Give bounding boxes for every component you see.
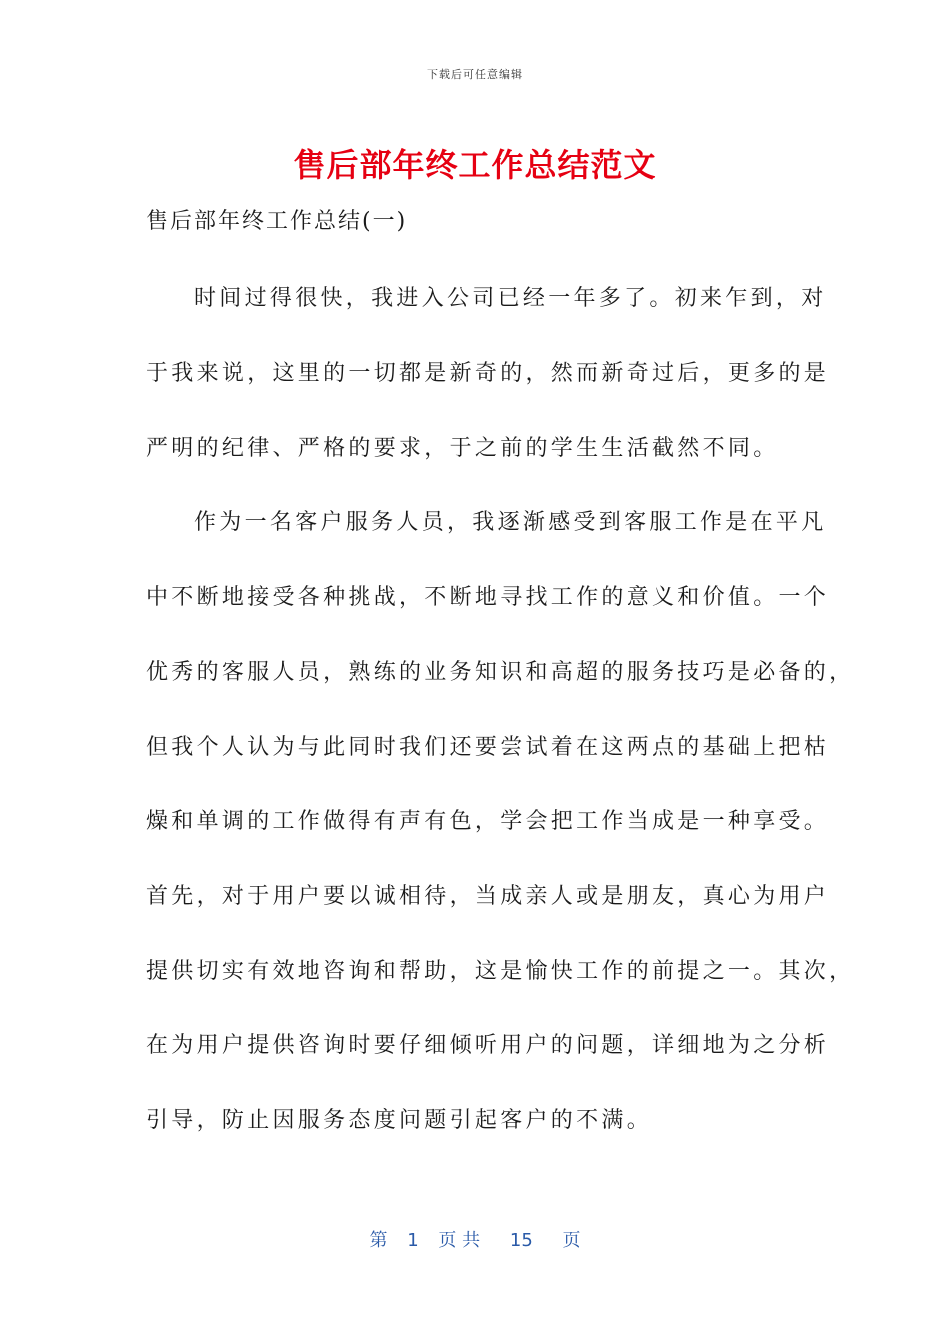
document-title: 售后部年终工作总结范文 — [293, 146, 657, 184]
footer-prefix: 第 — [369, 1230, 388, 1251]
paragraph-line: 中不断地接受各种挑战，不断地寻找工作的意义和价值。一个 — [146, 585, 830, 610]
footer-middle: 页 共 — [438, 1230, 481, 1251]
paragraph-line: 在为用户提供咨询时要仔细倾听用户的问题，详细地为之分析 — [146, 1033, 830, 1058]
paragraph-line: 提供切实有效地咨询和帮助，这是愉快工作的前提之一。其次， — [146, 959, 855, 984]
footer-current-page: 1 — [407, 1230, 419, 1251]
paragraph-line: 作为一名客户服务人员，我逐渐感受到客服工作是在平凡 — [194, 510, 827, 535]
paragraph-line: 优秀的客服人员，熟练的业务知识和高超的服务技巧是必备的， — [146, 660, 855, 685]
paragraph-line: 严明的纪律、严格的要求，于之前的学生生活截然不同。 — [146, 436, 779, 461]
paragraph-line: 燥和单调的工作做得有声有色，学会把工作当成是一种享受。 — [146, 809, 830, 834]
page-footer — [0, 1226, 950, 1252]
paragraph-line: 引导，防止因服务态度问题引起客户的不满。 — [146, 1108, 653, 1133]
paragraph-line: 首先，对于用户要以诚相待，当成亲人或是朋友，真心为用户 — [146, 884, 830, 909]
paragraph-line: 但我个人认为与此同时我们还要尝试着在这两点的基础上把枯 — [146, 735, 830, 760]
footer-total-pages: 15 — [509, 1230, 533, 1251]
paragraph-line: 于我来说，这里的一切都是新奇的，然而新奇过后，更多的是 — [146, 361, 830, 386]
section-heading: 售后部年终工作总结(一) — [146, 209, 408, 234]
footer-suffix: 页 — [562, 1230, 581, 1251]
header-note: 下载后可任意编辑 — [427, 68, 523, 81]
paragraph-line: 时间过得很快，我进入公司已经一年多了。初来乍到，对 — [194, 286, 827, 311]
